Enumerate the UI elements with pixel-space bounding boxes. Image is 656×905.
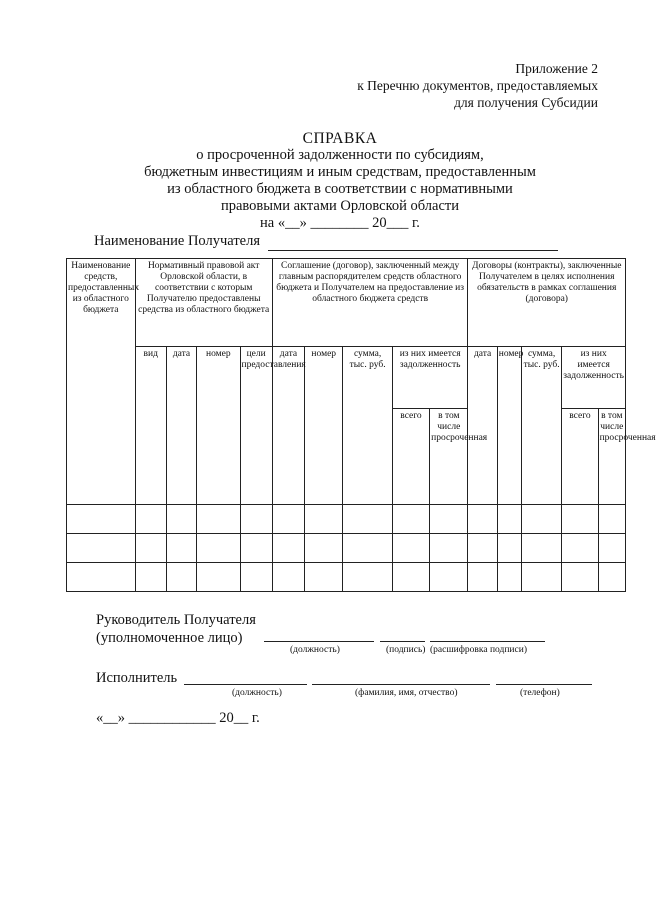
debt-table: [66, 258, 656, 592]
col-contracts: Договоры (контракты), заключенные Получателем в целях исполнения обязательств в рамках соглашения (договора): [468, 259, 626, 347]
title-line-4: правовыми актами Орловской области: [220, 198, 460, 214]
col-funds-name: Наименование средств, предоставленных из областного бюджета: [67, 259, 136, 505]
caption-fio: (фамилия, имя, отчество): [355, 688, 458, 698]
agr-overdue: в том числе просроченная: [430, 409, 468, 505]
npa-number: номер: [197, 347, 240, 505]
title-date: на «__» ________ 20___ г.: [260, 215, 420, 231]
caption-decryption: (расшифровка подписи): [430, 645, 527, 655]
caption-phone: (телефон): [520, 688, 560, 698]
table-row: [67, 534, 626, 563]
agr-date: дата: [272, 347, 304, 505]
agr-debt: из них имеется задолженность: [392, 347, 468, 409]
col-legal-act: Нормативный правовой акт Орловской области, в соответствии с которым Получателю предоставлены средства из областного бюджета: [135, 259, 272, 347]
agr-sum: сумма, тыс. руб.: [343, 347, 392, 505]
con-date: дата: [468, 347, 497, 505]
con-sum: сумма, тыс. руб.: [521, 347, 561, 505]
caption-signature: (подпись): [386, 645, 426, 655]
head-signature-line[interactable]: [380, 641, 425, 642]
title-line-3: из областного бюджета в соответствии с нормативными: [167, 181, 513, 197]
head-decryption-line[interactable]: [430, 641, 545, 642]
head-label-2: (уполномоченное лицо): [96, 630, 243, 646]
recipient-label: Наименование Получателя: [94, 233, 261, 249]
caption-position-2: (должность): [232, 688, 282, 698]
recipient-row: [94, 233, 558, 251]
table-row: [67, 563, 626, 592]
executor-fio-line[interactable]: [312, 684, 490, 685]
recipient-input-line[interactable]: [268, 233, 558, 251]
agr-number: номер: [305, 347, 343, 505]
head-label-1: Руководитель Получателя: [96, 612, 256, 628]
npa-type: вид: [135, 347, 166, 505]
npa-purpose: цели предоставления: [240, 347, 272, 505]
con-overdue: в том числе просроченная: [598, 409, 625, 505]
appendix-line-2: к Перечню документов, предоставляемых: [357, 78, 598, 93]
table-row: [67, 505, 626, 534]
executor-phone-line[interactable]: [496, 684, 592, 685]
executor-position-line[interactable]: [184, 684, 307, 685]
appendix-line-3: для получения Субсидии: [454, 95, 598, 110]
caption-position: (должность): [290, 645, 340, 655]
executor-label: Исполнитель: [96, 670, 178, 686]
npa-date: дата: [166, 347, 196, 505]
head-position-line[interactable]: [264, 641, 374, 642]
title-heading: СПРАВКА: [302, 130, 378, 147]
con-total: всего: [562, 409, 598, 505]
title-line-1: о просроченной задолженности по субсидиям,: [196, 147, 484, 163]
title-line-2: бюджетным инвестициям и иным средствам, предоставленным: [144, 164, 536, 180]
header-row-1: [67, 259, 626, 347]
con-debt: из них имеется задолженность: [562, 347, 626, 409]
footer-date: «__» ____________ 20__ г.: [96, 710, 260, 726]
appendix-line-1: Приложение 2: [515, 61, 598, 76]
agr-total: всего: [392, 409, 429, 505]
appendix-header: [357, 60, 598, 111]
header-row-2: [67, 347, 626, 409]
con-number: номер: [497, 347, 521, 505]
document-title: [90, 130, 590, 232]
col-agreement: Соглашение (договор), заключенный между главным распорядителем средств областного бюджета и Получателем на предоставление из областного бюджета средств: [272, 259, 468, 347]
